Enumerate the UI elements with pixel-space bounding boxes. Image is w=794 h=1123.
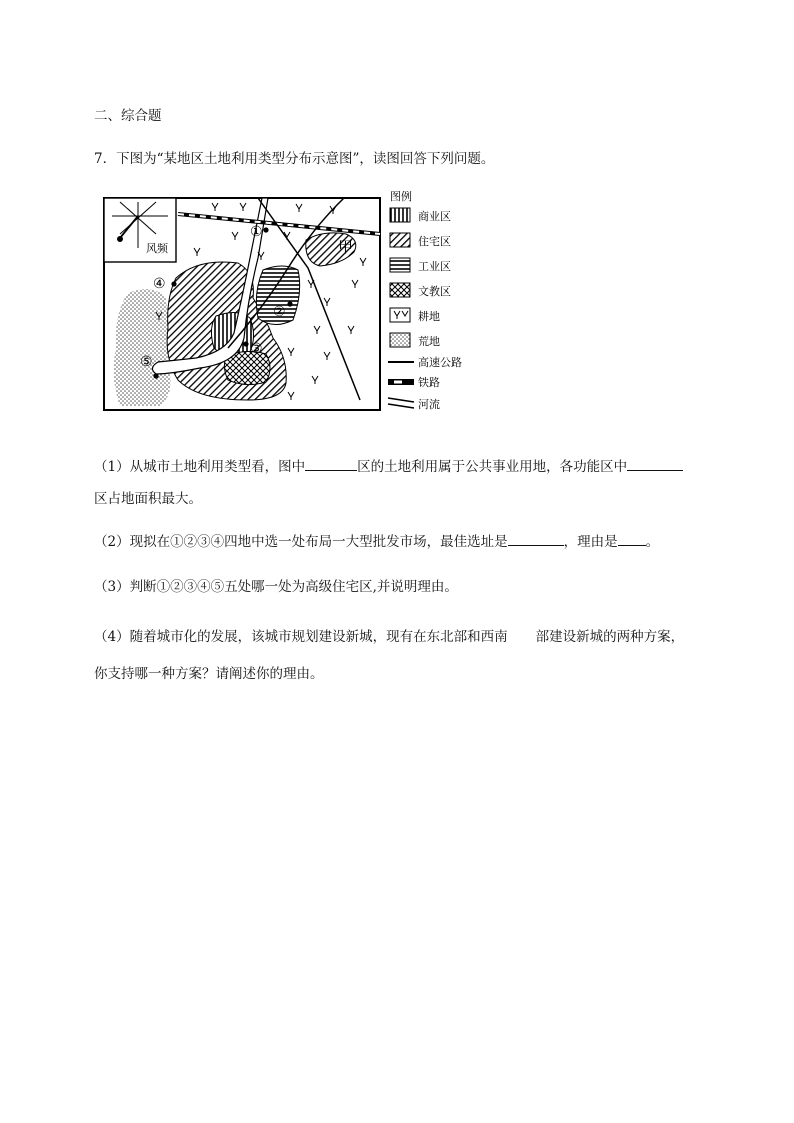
answer-blank-2b[interactable] — [618, 531, 646, 546]
wasteland-area — [114, 289, 171, 406]
answer-blank-1a[interactable] — [305, 456, 357, 471]
section-title: 二、综合题 — [94, 108, 162, 124]
question-2 — [94, 530, 659, 550]
land-use-map — [98, 188, 470, 416]
legend-wasteland: 荒地 — [418, 335, 440, 348]
question-4-part1: （4）随着城市化的发展，该城市规划建设新城，现有在东北部和西南 — [94, 629, 508, 645]
wind-frequency-label: 风频 — [146, 242, 168, 255]
question-4 — [94, 625, 684, 645]
question-3: （3）判断①②③④⑤五处哪一处为高级住宅区,并说明理由。 — [94, 579, 458, 595]
legend-highway: 高速公路 — [418, 356, 462, 369]
question-4-part2: 部建设新城的两种方案， — [535, 629, 685, 645]
legend-river: 河流 — [418, 398, 440, 411]
site-label-5: ⑤ — [140, 354, 153, 370]
legend-farmland: 耕地 — [418, 310, 440, 323]
question-1 — [94, 455, 683, 475]
answer-blank-2a[interactable] — [508, 531, 564, 546]
question-2-part1: （2）现拟在①②③④四地中选一处布局一大型批发市场，最佳选址是 — [94, 534, 508, 550]
question-1-line2: 区占地面积最大。 — [94, 491, 202, 507]
question-stem: 7．下图为“某地区土地利用类型分布示意图”，读图回答下列问题。 — [94, 151, 495, 167]
map-legend — [388, 189, 462, 411]
legend-industrial: 工业区 — [418, 260, 451, 273]
site-label-2: ② — [273, 304, 286, 320]
site-label-1: ① — [250, 224, 263, 240]
question-2-part2: ，理由是 — [563, 534, 618, 550]
legend-commercial: 商业区 — [418, 210, 451, 223]
question-4-line2: 你支持哪一种方案？请阐述你的理由。 — [94, 666, 324, 682]
legend-education: 文教区 — [418, 285, 451, 298]
legend-railway: 铁路 — [418, 376, 440, 389]
answer-blank-1b[interactable] — [627, 456, 683, 471]
question-2-part3: 。 — [645, 534, 660, 550]
site-label-3: ③ — [250, 341, 263, 357]
site-label-4: ④ — [153, 276, 166, 292]
question-1-part2: 区的土地利用属于公共事业用地，各功能区中 — [357, 459, 628, 475]
legend-title: 图例 — [390, 190, 412, 203]
question-1-part1: （1）从城市土地利用类型看，图中 — [94, 459, 306, 475]
legend-residential: 住宅区 — [418, 235, 451, 248]
place-label-jia: 甲 — [338, 238, 354, 256]
